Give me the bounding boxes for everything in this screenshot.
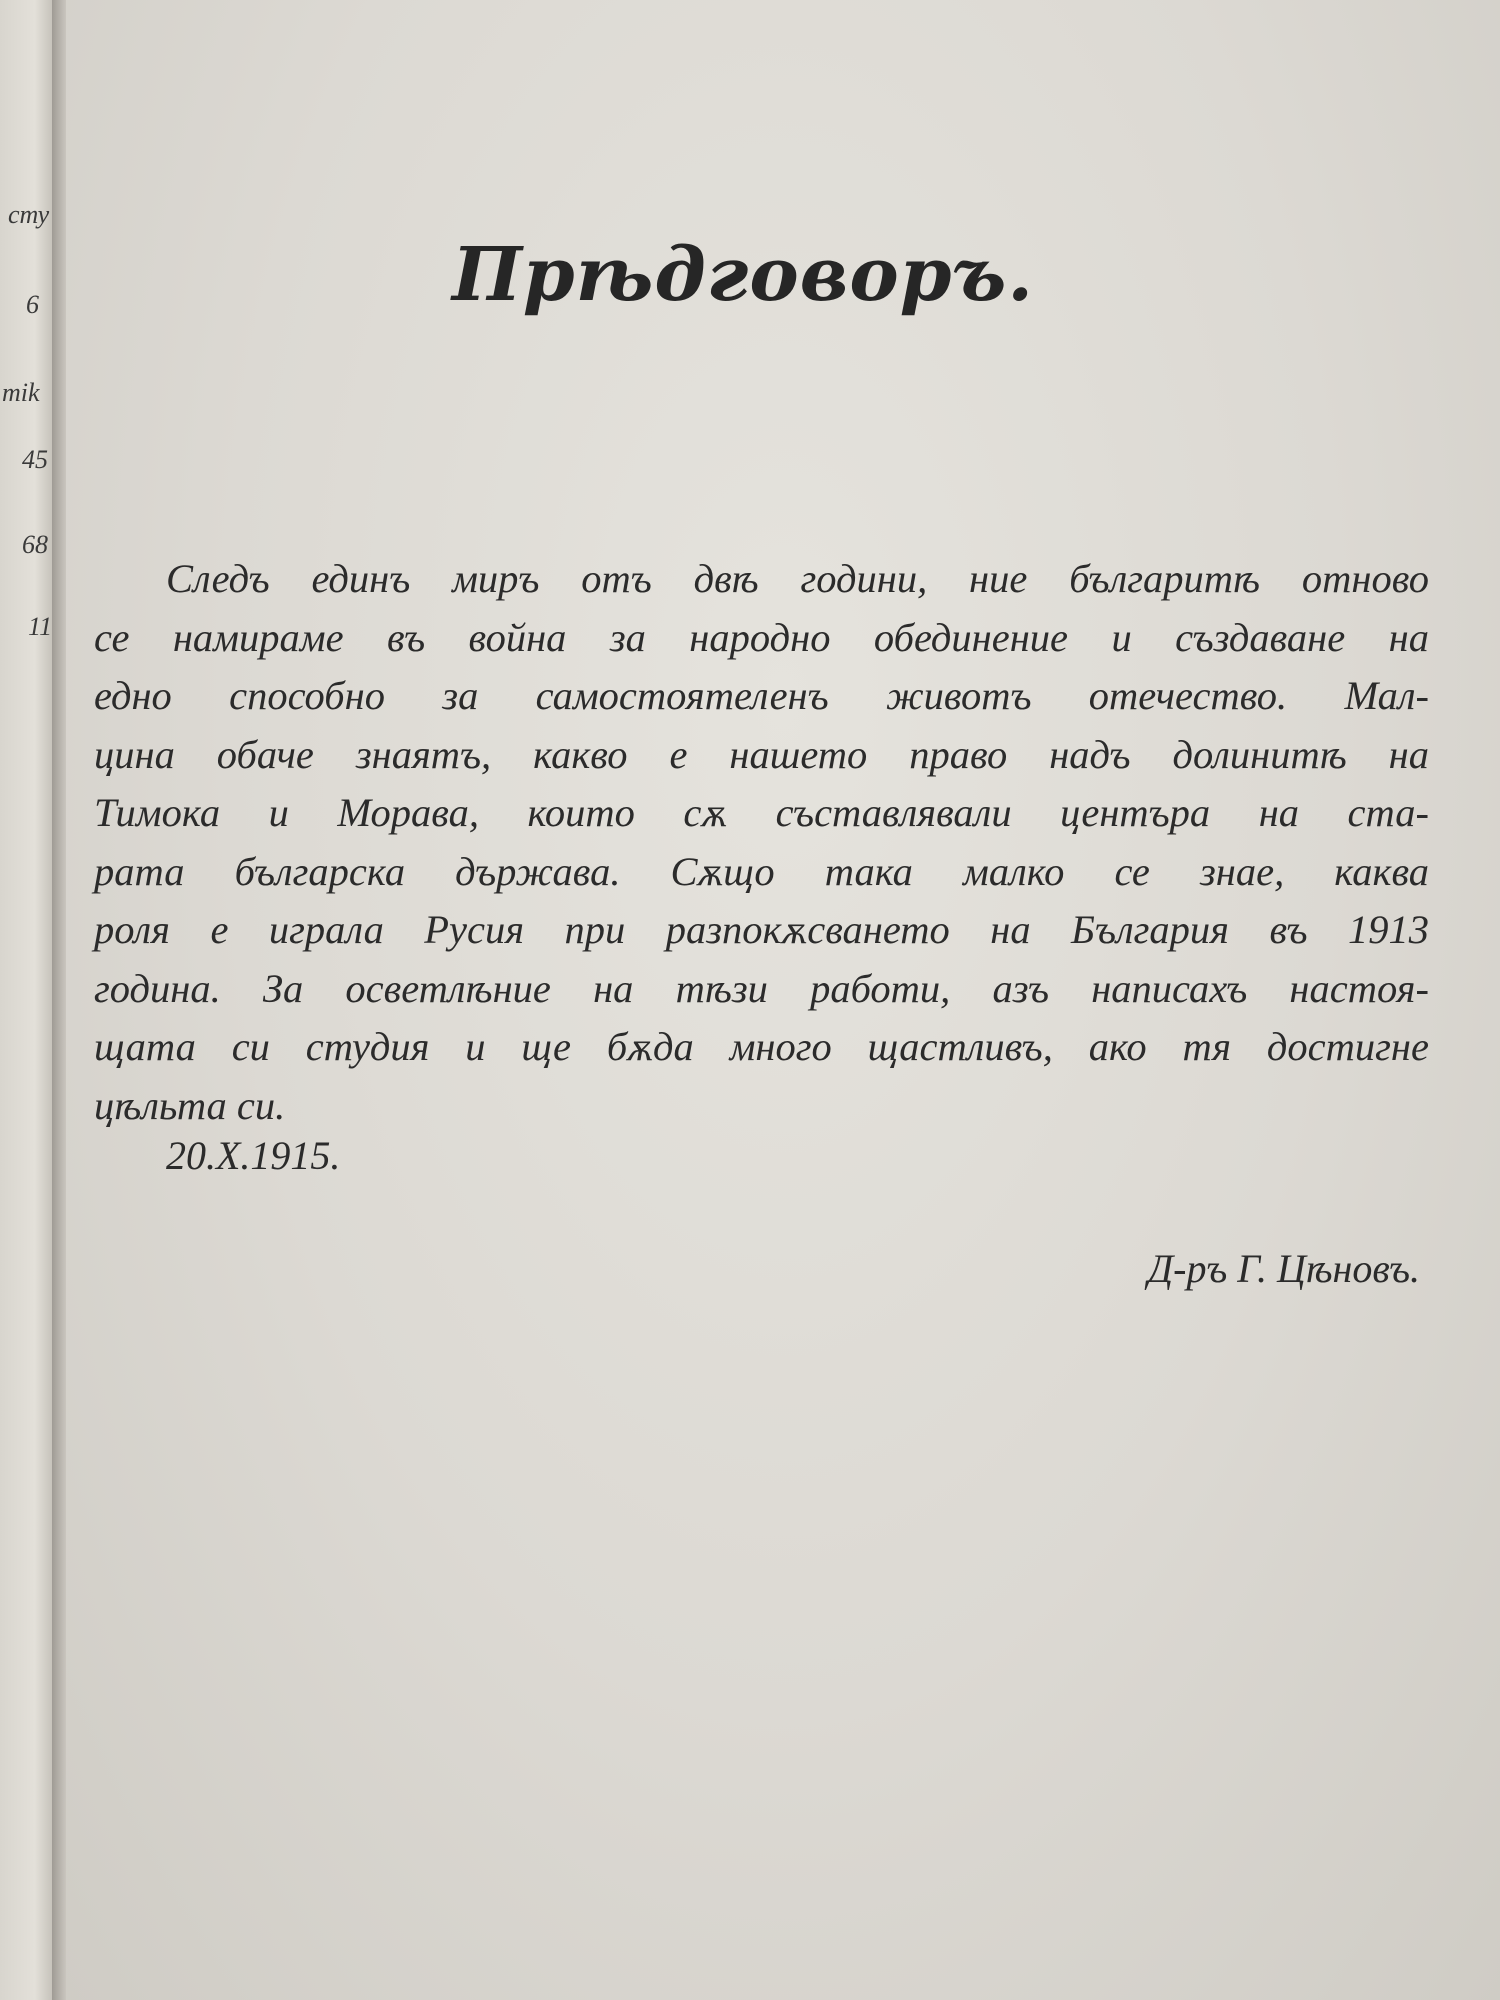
left-page-fragment: 68 [22,530,48,559]
text-line: рата българска държава. Сѫщо така малко се знае, каква [94,848,1429,894]
date-line: 20.X.1915. [166,1133,341,1178]
text-line: Следъ единъ миръ отъ двѣ години, ние българитѣ отново [166,556,1429,601]
text-line: роля е играла Русия при разпокѫсването на България въ 1913 [94,907,1429,952]
page-title: Прѣдговоръ. [451,232,1035,318]
text-line: цѣльта си. [94,1082,286,1128]
body-paragraph [94,550,1429,1135]
text-line: едно способно за самостоятеленъ животъ отечество. Мал- [94,673,1429,718]
left-page-fragment: 45 [22,445,48,474]
left-page-fragment: сту [8,200,50,229]
left-page-fragment: mik [2,378,40,407]
text-line: Тимока и Морава, които сѫ съставлявали центъра на ста- [94,790,1429,835]
author-signature: Д-ръ Г. Цѣновъ. [1147,1246,1420,1291]
text-line: се намираме въ война за народно обединение и създаване на [94,614,1429,660]
book-page [66,0,1500,2000]
text-line: щата си студия и ще бѫда много щастливъ, ако тя достигне [94,1024,1429,1069]
left-page-fragment: 6 [26,290,39,319]
text-line: цина обаче знаятъ, какво е нашето право надъ долинитѣ на [94,731,1429,777]
left-page-fragment: 11 [28,612,53,641]
text-line: година. За осветлѣние на тѣзи работи, азъ написахъ настоя- [94,965,1429,1011]
